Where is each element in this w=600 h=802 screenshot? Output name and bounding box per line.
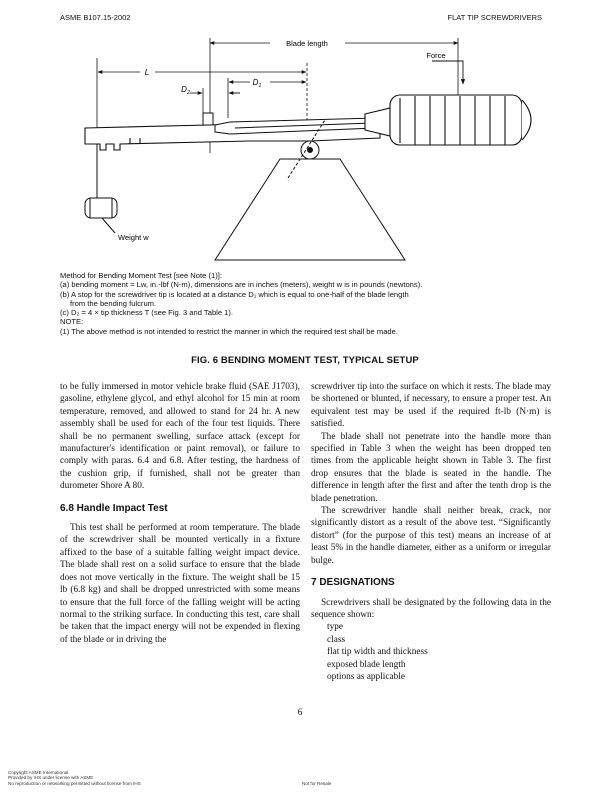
list-item: flat tip width and thickness	[327, 647, 428, 658]
note-line: Method for Bending Moment Test [see Note (1)]:	[60, 271, 222, 280]
screwdriver-handle	[365, 95, 531, 145]
paragraph: The blade shall not penetrate into the handle more than specified in Table 3 when the weight has been dropped ten times from the applicable height shown in Table 3. The first drop ensures that the blade is seated in the handle. The difference in length after the first and after the tenth drop is the blade penetration.	[311, 431, 551, 504]
list-item: class	[327, 634, 346, 645]
right-column	[311, 381, 551, 683]
note-line: (1) The above method is not intended to restrict the manner in which the required test shall be made.	[60, 326, 398, 336]
list-item: type	[327, 622, 344, 633]
footer-line: Copyright ASME International	[8, 770, 69, 775]
footer-not-for-resale: Not for Resale	[302, 781, 332, 786]
figure-notes	[60, 271, 550, 336]
figure-caption: FIG. 6 BENDING MOMENT TEST, TYPICAL SETUP	[191, 355, 419, 366]
label-D1: $D_1$	[252, 78, 262, 89]
paragraph: This test shall be performed at room temperature. The blade of the screwdriver shall be mounted vertically in a fixture affixed to the base of a suitable falling weight impact device. The blade shall rest on a solid surface to ensure that the blade does not move vertically in the fixture. The weight shall be 15 lb (6.8 kg) and shall be dropped unrestricted with some means to ensure that the full force of the falling weight will be acting normal to the striking surface. In conducting this test, care shall be taken that the impact energy will not be expended in flexing of the blade or in driving the	[60, 523, 300, 645]
note-line: (c) D₂ = 4 × tip thickness T (see Fig. 3 and Table 1).	[60, 308, 234, 318]
label-blade-length: Blade length	[286, 39, 328, 48]
label-D2: $D_2$	[181, 85, 190, 96]
weight-hanger	[85, 144, 117, 233]
designation-list	[311, 621, 551, 683]
section-heading: 6.8 Handle Impact Test	[60, 502, 168, 514]
page-number: 6	[297, 708, 303, 718]
list-item: exposed blade length	[327, 659, 406, 670]
paragraph: The screwdriver handle shall neither break, crack, nor significantly distort as a result of the above test. “Significantly distort” (for the purpose of this test) means an increase of at least 5% in the handle diameter, either as a uniform or irregular bulge.	[311, 506, 551, 566]
footer-line: Provided by IHS under license with ASME	[8, 775, 94, 781]
label-L: L	[144, 67, 150, 77]
note-line: NOTE:	[60, 317, 84, 327]
section-heading: 7 DESIGNATIONS	[311, 577, 395, 589]
running-header-left: ASME B107.15-2002	[60, 13, 131, 22]
label-weight: Weight w	[118, 233, 149, 242]
paragraph: Screwdrivers shall be designated by the following data in the sequence shown:	[311, 597, 551, 620]
list-item: options as applicable	[327, 671, 405, 682]
left-column	[60, 381, 300, 646]
note-line: (a) bending moment = Lw, in.-lbf (N-m), dimensions are in inches (meters), weight w is in pounds (newtons).	[60, 280, 423, 290]
bending-moment-figure	[60, 28, 550, 268]
footer-line: No reproduction or networking permitted without license from IHS	[8, 780, 141, 786]
running-header-right: FLAT TIP SCREWDRIVERS	[447, 13, 542, 22]
label-force: Force	[426, 51, 446, 60]
note-line: (b) A stop for the screwdriver tip is located at a distance D₁ which is equal to one-half of the blade length	[60, 289, 409, 299]
copyright-footer	[8, 770, 141, 786]
paragraph: screwdriver tip into the surface on which it rests. The blade may be shortened or blunted, if necessary, to ensure a proper test. An equivalent test may be used if the required ft-lb (N·m) is satisfied.	[311, 382, 551, 430]
note-line: from the bending fulcrum.	[70, 298, 157, 308]
paragraph: to be fully immersed in motor vehicle brake fluid (SAE J1703), gasoline, ethylene glycol, and ethyl alcohol for 15 min at room temperature, removed, and allowed to stand for 24 hr. A new assembly shall be used for each of the four test liquids. There shall be no permanent swelling, surface attack (except for manufacturer's identification or paint removal), or failure to comply with paras. 6.4 and 6.8. After testing, the hardness of the cushion grip, if furnished, shall not be greater than durometer Shore A 80.	[60, 382, 300, 492]
